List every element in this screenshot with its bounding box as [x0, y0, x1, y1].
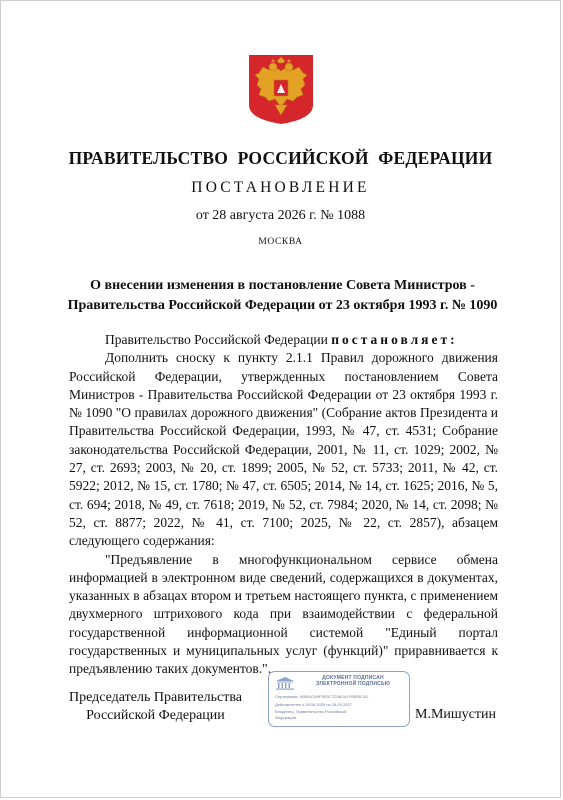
- resolution-intro: [69, 331, 498, 349]
- document-subject: [61, 276, 504, 316]
- position-line: Российской Федерации: [86, 708, 225, 723]
- stamp-owner: Владелец: Правительство Российской: [275, 709, 347, 714]
- intro-verb: постановляет:: [331, 332, 458, 347]
- signatory-name: М.Мишустин: [415, 707, 496, 722]
- intro-text: Правительство Российской Федерации: [105, 332, 332, 347]
- stamp-certificate: Сертификат: 00B5A7A9F4E5C7D3B2A1F08E9C4D: [275, 694, 369, 699]
- government-title: ПРАВИТЕЛЬСТВО РОССИЙСКОЙ ФЕДЕРАЦИИ: [68, 148, 493, 168]
- electronic-signature-stamp: [268, 671, 410, 727]
- document-body: [69, 331, 498, 679]
- stamp-owner: Федерации: [275, 715, 296, 720]
- subject-line: О внесении изменения в постановление Совета Министров -: [90, 278, 475, 293]
- stamp-validity: Действителен с 26.06.2026 по 18.09.2027: [275, 702, 352, 707]
- russian-coat-of-arms-icon: [247, 53, 315, 125]
- stamp-title-line: ДОКУМЕНТ ПОДПИСАН: [322, 675, 384, 681]
- document-city: МОСКВА: [258, 237, 303, 247]
- resolution-paragraph: Дополнить сноску к пункту 2.1.1 Правил дорожного движения Российской Федерации, утвержденных постановлением Совета Министров - Правительства Российской Федерации от 23 октября 1993 г. № 1090 "О правилах дорожного движения" (Собрание актов Президента и Правительства Российской Федерации, 1993, № 47, ст. 4531; Собрание законодательства Российской Федерации, 2001, № 11, ст. 1029; 2002, № 27, ст. 2693; 2003, № 20, ст. 1899; 2005, № 52, ст. 5733; 2011, № 42, ст. 5922; 2012, № 15, ст. 1780; № 47, ст. 6505; 2014, № 14, ст. 1625; 2016, № 5, ст. 694; 2018, № 49, ст. 7618; 2019, № 52, ст. 7984; 2020, № 14, ст. 2098; № 52, ст. 8877; 2022, № 41, ст. 7100; 2025, № 22, ст. 2857), абзацем следующего содержания:: [69, 350, 498, 549]
- position-line: Председатель Правительства: [69, 690, 242, 705]
- quoted-amendment: "Предъявление в многофункциональном сервисе обмена информацией в электронном виде сведений, содержащихся в документах, указанных в абзацах втором и третьем настоящего пункта, с применением двухмерного штрихового кода при взаимодействии с федеральной государственной информационной системой "Единый портал государственных и муниципальных услуг (функций)" приравнивается к предъявлению таких документов.".: [69, 551, 498, 677]
- subject-line: Правительства Российской Федерации от 23 октября 1993 г. № 1090: [67, 298, 498, 313]
- document-type: ПОСТАНОВЛЕНИЕ: [191, 179, 370, 196]
- government-building-icon: [275, 676, 295, 690]
- stamp-title: [301, 675, 405, 687]
- document-date-number: от 28 августа 2026 г. № 1088: [195, 208, 366, 223]
- signatory-position: [69, 689, 242, 725]
- stamp-title-line: ЭЛЕКТРОННОЙ ПОДПИСЬЮ: [315, 681, 391, 687]
